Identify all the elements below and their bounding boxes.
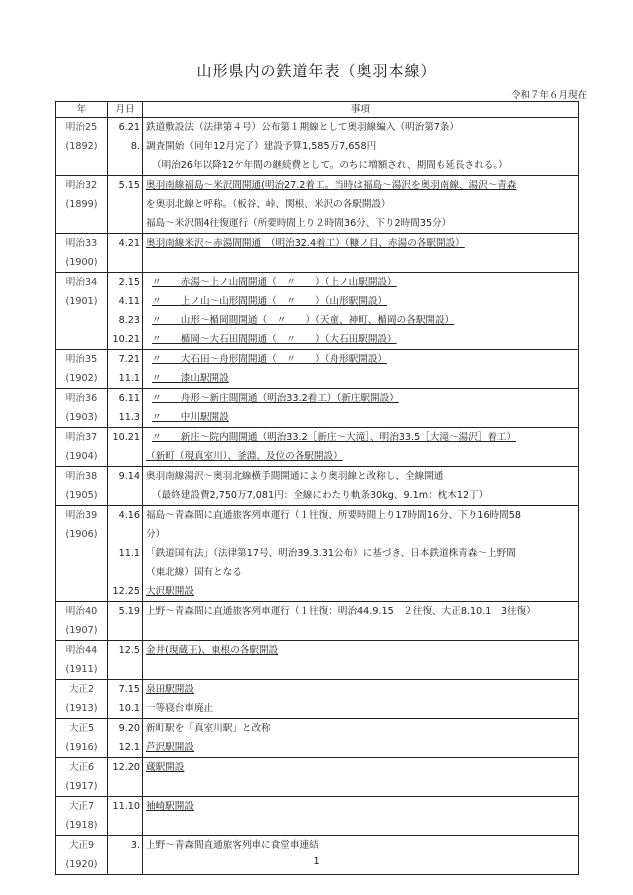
era-label: 明治33 [65, 238, 98, 249]
event-text [146, 621, 578, 640]
event-text: 「鉄道国有法」（法律第17号、明治39.3.31公布）に基づき、日本鉄道株青森～上野間 [146, 548, 516, 559]
event-date: 7.15 [118, 684, 140, 695]
event-text: （新町（現真室川）、釜淵、及位の各駅開設） [146, 451, 343, 462]
event-date: 12.5 [118, 645, 140, 656]
event-date: 8.23 [118, 315, 140, 326]
event-date [108, 525, 140, 544]
era-label: 明治44 [65, 645, 98, 656]
event-date: 12.20 [112, 762, 140, 773]
header-year: 年 [56, 102, 108, 118]
event-date [108, 660, 140, 679]
ad-year: (1918) [65, 820, 98, 831]
ad-year: (1899) [65, 199, 98, 210]
event-text: 調査開始（同年12月完了）建設予算1,585万7,658円 [146, 141, 377, 152]
ad-year: (1907) [65, 625, 98, 636]
event-date: 10.1 [118, 703, 140, 714]
ad-year: (1905) [65, 490, 98, 501]
era-label: 大正2 [68, 684, 95, 695]
ad-year: (1904) [65, 451, 98, 462]
table-row [56, 797, 579, 836]
event-text: 奥羽南線米沢～赤湯間開通 （明治32.4着工）（糠ノ目、赤湯の各駅開設） [146, 238, 465, 249]
event-date: 4.11 [118, 296, 140, 307]
event-date: 7.21 [118, 354, 140, 365]
era-label: 明治36 [65, 393, 98, 404]
event-text: 泉田駅開設 [146, 684, 194, 695]
ad-year: (1892) [65, 141, 98, 152]
event-text: 分） [146, 529, 166, 540]
railway-chronology-table [55, 101, 579, 875]
event-text: 蔵駅開設 [146, 762, 185, 773]
event-text: 上野～青森間に直通旅客列車運行（１往復：明治44.9.15 ２往復、大正8.10.1 3往復） [146, 606, 536, 617]
header-event: 事項 [143, 102, 579, 118]
event-text: を奥羽北線と呼称。（板谷、峠、関根、米沢の各駅開設） [146, 199, 391, 210]
event-text: 〃 中川駅開設 [152, 412, 229, 423]
event-date: 11.3 [118, 412, 140, 423]
event-date: 3. [130, 840, 140, 851]
event-text: 〃 大石田～舟形間開通（ 〃 ）（舟形駅開設） [152, 354, 388, 365]
event-text: 〃 漆山駅開設 [152, 373, 229, 384]
event-text: 〃 新庄～院内間開通（明治33.2［新庄～大滝］、明治33.5［大滝～湯沢］着工） [152, 432, 517, 443]
table-row [56, 350, 579, 389]
event-date: 11.10 [112, 801, 140, 812]
event-date: 9.20 [118, 723, 140, 734]
page-number: 1 [313, 856, 320, 867]
era-label: 明治35 [65, 354, 98, 365]
event-text [146, 660, 578, 679]
table-row [56, 176, 579, 234]
table-row [56, 719, 579, 758]
event-text: 〃 楯岡～大石田間開通（ 〃 ）（大石田駅開設） [152, 334, 397, 345]
era-label: 明治37 [65, 432, 98, 443]
era-label: 明治34 [65, 277, 98, 288]
event-date: 2.15 [118, 277, 140, 288]
table-row [56, 273, 579, 350]
event-date: 10.21 [112, 432, 140, 443]
event-text: 福島～米沢間4往復運行（所要時間上り２時間36分、下り2時間35分） [146, 218, 452, 229]
event-text: （最終建設費2,750万7,081円：全線にわたり軌条30kg、9.1m：枕木12丁） [152, 490, 489, 501]
event-date: 5.15 [118, 180, 140, 191]
ad-year: (1916) [65, 742, 98, 753]
table-row [56, 602, 579, 641]
event-text: 奥羽南線湯沢～奥羽北線横手間開通により奥羽線と改称し、全線開通 [146, 471, 444, 482]
event-date: 11.1 [118, 373, 140, 384]
ad-year: (1903) [65, 412, 98, 423]
event-text: （東北線）国有となる [146, 567, 242, 578]
ad-year: (1917) [65, 781, 98, 792]
ad-year: (1911) [65, 664, 98, 675]
event-date [108, 195, 140, 214]
era-label: 明治32 [65, 180, 98, 191]
event-text: 鉄道敷設法（法律第４号）公布第１期線として奥羽線編入（明治第7条） [146, 122, 460, 133]
era-label: 大正5 [68, 723, 95, 734]
table-row [56, 118, 579, 176]
table-row [56, 467, 579, 506]
era-label: 大正6 [68, 762, 95, 773]
event-text: （明治26年以降12ケ年間の継続費として。のちに増額され、期間も延長される。） [152, 160, 508, 171]
table-row [56, 641, 579, 680]
event-text: 〃 上ノ山～山形間開通（ 〃 ）（山形駅開設） [152, 296, 388, 307]
era-label: 明治25 [65, 122, 98, 133]
event-date: 4.21 [118, 238, 140, 249]
event-date [108, 486, 140, 505]
table-row [56, 389, 579, 428]
ad-year: (1901) [65, 296, 98, 307]
era-label: 明治40 [65, 606, 98, 617]
table-row [56, 680, 579, 719]
event-date: 12.25 [112, 586, 140, 597]
event-date: 9.14 [118, 471, 140, 482]
page-title: 山形県内の鉄道年表（奥羽本線） [196, 62, 437, 80]
ad-year: (1902) [65, 373, 98, 384]
event-date [108, 447, 140, 466]
event-text: 袖崎駅開設 [146, 801, 194, 812]
table-row [56, 234, 579, 273]
event-date [108, 563, 140, 582]
event-date [108, 816, 140, 835]
table-row [56, 506, 579, 602]
era-label: 大正9 [68, 840, 95, 851]
event-text: 上野～青森間直通旅客列車に食堂車連結 [146, 840, 319, 851]
event-date: 11.1 [118, 548, 140, 559]
event-text: 〃 赤湯～上ノ山間開通（ 〃 ）（上ノ山駅開設） [152, 277, 397, 288]
event-text [146, 777, 578, 796]
era-label: 明治39 [65, 510, 98, 521]
event-date: 12.1 [118, 742, 140, 753]
era-label: 大正7 [68, 801, 95, 812]
event-text: 〃 山形～楯岡間開通（ 〃 ）（天童、神町、楯岡の各駅開設） [152, 315, 455, 326]
event-date [108, 156, 140, 175]
event-text [146, 816, 578, 835]
event-date: 8. [130, 141, 140, 152]
event-text: 芦沢駅開設 [146, 742, 194, 753]
ad-year: (1913) [65, 703, 98, 714]
event-text: 大沢駅開設 [146, 586, 194, 597]
ad-year: (1920) [65, 859, 98, 870]
event-date: 5.19 [118, 606, 140, 617]
era-label: 明治38 [65, 471, 98, 482]
event-date: 6.21 [118, 122, 140, 133]
ad-year: (1906) [65, 529, 98, 540]
ad-year: (1900) [65, 257, 98, 268]
event-date: 4.16 [118, 510, 140, 521]
event-date [108, 214, 140, 233]
event-text: 〃 舟形～新庄間開通（明治33.2着工）（新庄駅開設） [152, 393, 399, 404]
event-text: 奥羽南線福島～米沢間開通(明治27.2着工。当時は福島～湯沢を奥羽南線、湯沢～青森 [146, 180, 517, 191]
event-text: 新町駅を「真室川駅」と改称 [146, 723, 271, 734]
event-text: 福島～青森間に直通旅客列車運行（１往復、所要時間上り17時間16分、下り16時間58 [146, 510, 522, 521]
table-row [56, 836, 579, 875]
table-row [56, 758, 579, 797]
event-date: 6.11 [118, 393, 140, 404]
table-row [56, 428, 579, 467]
event-text: 一等寝台車廃止 [146, 703, 214, 714]
as-of-date: 令和７年６月現在 [510, 90, 587, 101]
event-date [108, 777, 140, 796]
event-text: 金井(現蔵王)、東根の各駅開設 [146, 645, 279, 656]
event-date: 10.21 [112, 334, 140, 345]
header-row [56, 102, 579, 118]
header-date: 月日 [108, 102, 143, 118]
event-date [108, 621, 140, 640]
